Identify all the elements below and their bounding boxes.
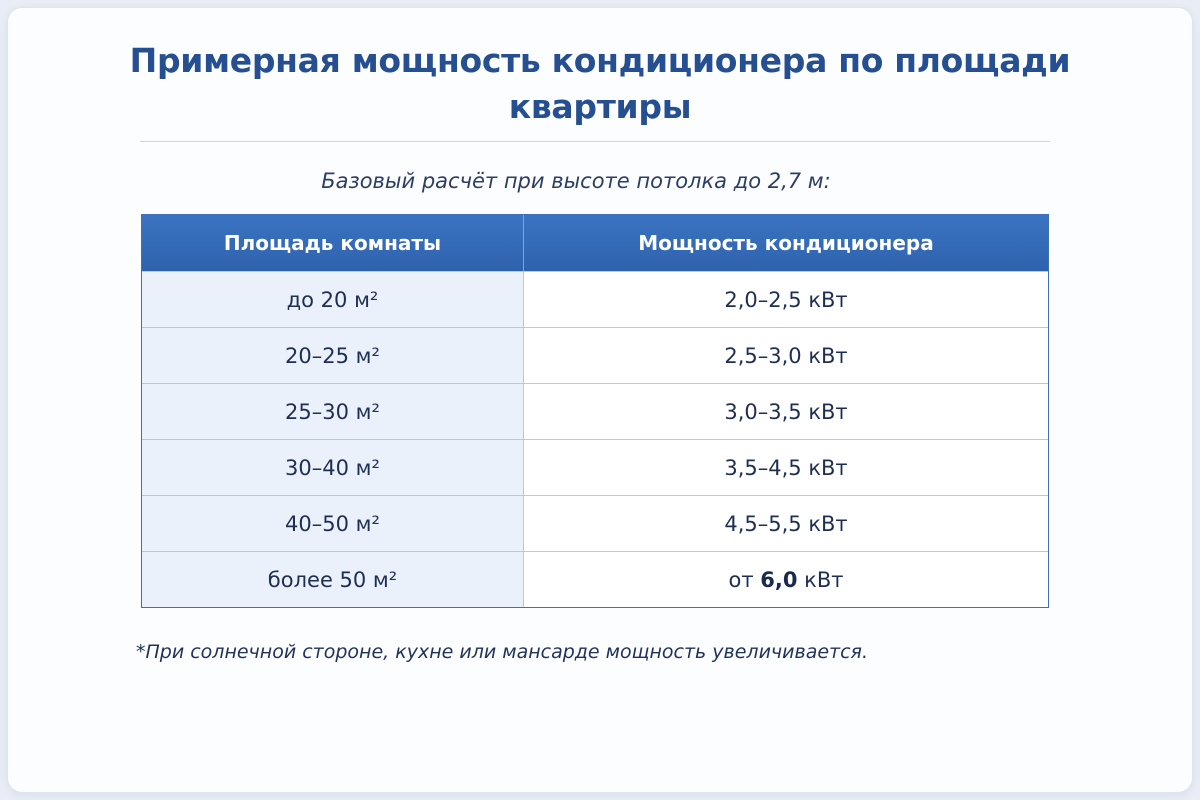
power-cell: 2,0–2,5 кВт [524, 272, 1048, 327]
table-row [142, 551, 1048, 607]
table-row [142, 271, 1048, 327]
power-cell: 4,5–5,5 кВт [524, 496, 1048, 551]
column-header-power: Мощность кондиционера [638, 231, 934, 255]
area-cell: 25–30 м² [142, 384, 524, 439]
table-row [142, 383, 1048, 439]
area-cell: 30–40 м² [142, 440, 524, 495]
subtitle: Базовый расчёт при высоте потолка до 2,7 м: [321, 169, 831, 193]
page-title: Примерная мощность кондиционера по площади квартиры [129, 41, 1071, 126]
table-row [142, 495, 1048, 551]
table-row [142, 439, 1048, 495]
column-header-area: Площадь комнаты [142, 215, 524, 271]
power-cell: 2,5–3,0 кВт [524, 328, 1048, 383]
area-cell: 20–25 м² [142, 328, 524, 383]
table-header [142, 215, 1048, 271]
card [8, 8, 1192, 792]
power-prefix: от [728, 567, 754, 592]
area-cell: 40–50 м² [142, 496, 524, 551]
footnote: *При солнечной стороне, кухне или мансарде мощность увеличивается. [136, 641, 869, 663]
table-row [142, 327, 1048, 383]
power-cell: 3,0–3,5 кВт [524, 384, 1048, 439]
title-divider [140, 141, 1050, 142]
power-table [141, 214, 1049, 608]
area-cell: до 20 м² [142, 272, 524, 327]
power-cell: 3,5–4,5 кВт [524, 440, 1048, 495]
power-value-highlight: 6,0 [760, 567, 798, 592]
power-unit: кВт [804, 567, 844, 592]
area-cell: более 50 м² [142, 552, 524, 607]
power-cell [524, 552, 1048, 607]
